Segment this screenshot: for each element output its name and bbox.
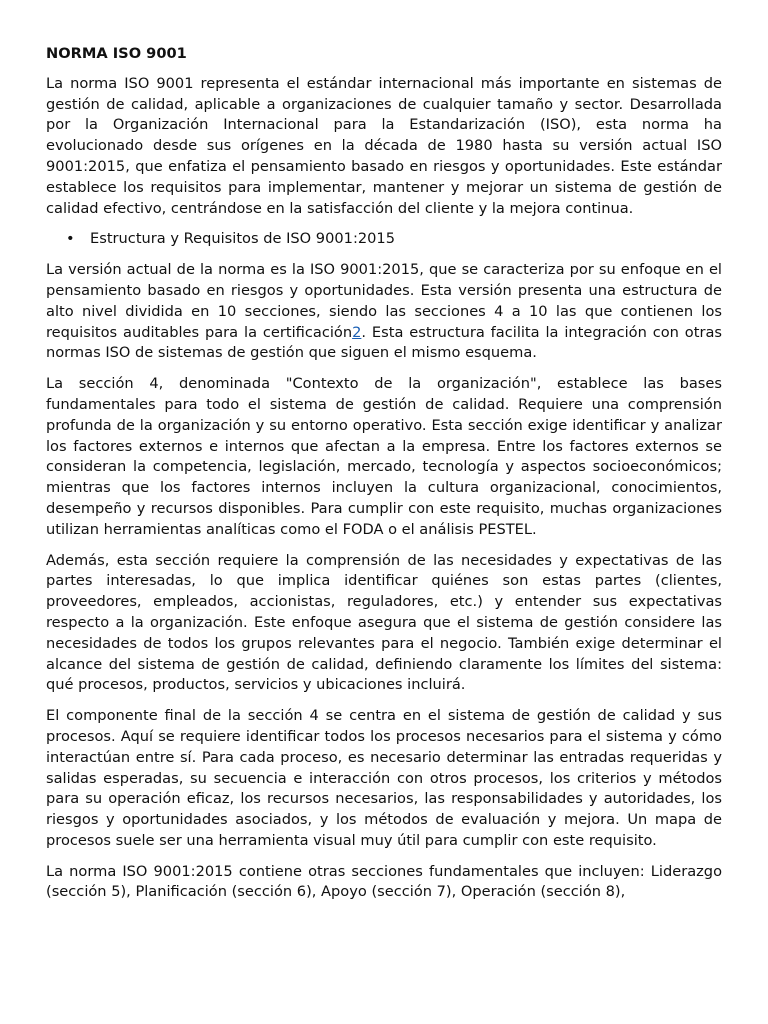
bullet-icon: • (66, 230, 75, 248)
paragraph-processes: El componente final de la sección 4 se centra en el sistema de gestión de calidad y sus procesos. Aquí se requiere identificar todos los procesos necesarios para el sistema y cómo interactúan entre sí. Para cada proceso, es necesario determinar las entradas requeridas y salidas esperadas, su secuencia e interacción con otros procesos, los criterios y métodos para su operación eficaz, los recursos necesarios, las responsabilidades y autoridades, los riesgos y oportunidades asociados, y los métodos de evaluación y mejora. Un mapa de procesos suele ser una herramienta visual muy útil para cumplir con este requisito. (46, 707, 722, 849)
paragraph-section-4: La sección 4, denominada "Contexto de la organización", establece las bases fundamentales para todo el sistema de gestión de calidad. Requiere una comprensión profunda de la organización y su entorno operativo. Esta sección exige identificar y analizar los factores externos e internos que afectan a la empresa. Entre los factores externos se consideran la competencia, legislación, mercado, tecnología y aspectos socioeconómicos; mientras que los factores internos incluyen la cultura organizacional, conocimientos, desempeño y recursos disponibles. Para cumplir con este requisito, muchas organizaciones utilizan herramientas analíticas como el FODA o el análisis PESTEL. (46, 375, 722, 538)
list-item (66, 229, 722, 250)
paragraph-version (46, 260, 722, 364)
paragraph-other-sections: La norma ISO 9001:2015 contiene otras secciones fundamentales que incluyen: Liderazgo (sección 5), Planificación (sección 6), Apoyo (sección 7), Operación (sección 8), (46, 862, 722, 901)
footnote-link[interactable]: 2 (352, 323, 362, 341)
paragraph-version-text: La versión actual de la norma es la ISO 9001:2015, que se caracteriza por su enfoque en el pensamiento basado en riesgos y oportunidades. Esta versión presenta una estructura de alto nivel dividida en 10 secciones, siendo las secciones 4 a 10 las que contienen los requisitos auditables para la certificación (46, 261, 722, 341)
page-title: NORMA ISO 9001 (46, 45, 187, 62)
list-item-text: Estructura y Requisitos de ISO 9001:2015 (90, 230, 396, 248)
paragraph-intro: La norma ISO 9001 representa el estándar internacional más importante en sistemas de gestión de calidad, aplicable a organizaciones de cualquier tamaño y sector. Desarrollada por la Organización Internacional para la Estandarización (ISO), esta norma ha evolucionado desde sus orígenes en la década de 1980 hasta su versión actual ISO 9001:2015, que enfatiza el pensamiento basado en riesgos y oportunidades. Este estándar establece los requisitos para implementar, mantener y mejorar un sistema de gestión de calidad efectivo, centrándose en la satisfacción del cliente y la mejora continua. (46, 74, 722, 217)
paragraph-stakeholders: Además, esta sección requiere la comprensión de las necesidades y expectativas de las partes interesadas, lo que implica identificar quiénes son estas partes (clientes, proveedores, empleados, accionistas, reguladores, etc.) y entender sus expectativas respecto a la organización. Este enfoque asegura que el sistema de gestión considere las necesidades de todos los grupos relevantes para el negocio. También exige determinar el alcance del sistema de gestión de calidad, definiendo claramente los límites del sistema: qué procesos, productos, servicios y ubicaciones incluirá. (46, 551, 722, 694)
bullet-list (46, 229, 722, 250)
paragraph-version-text-end: . Esta estructura facilita la integración con otras normas ISO de sistemas de gestión que siguen el mismo esquema. (46, 323, 722, 362)
